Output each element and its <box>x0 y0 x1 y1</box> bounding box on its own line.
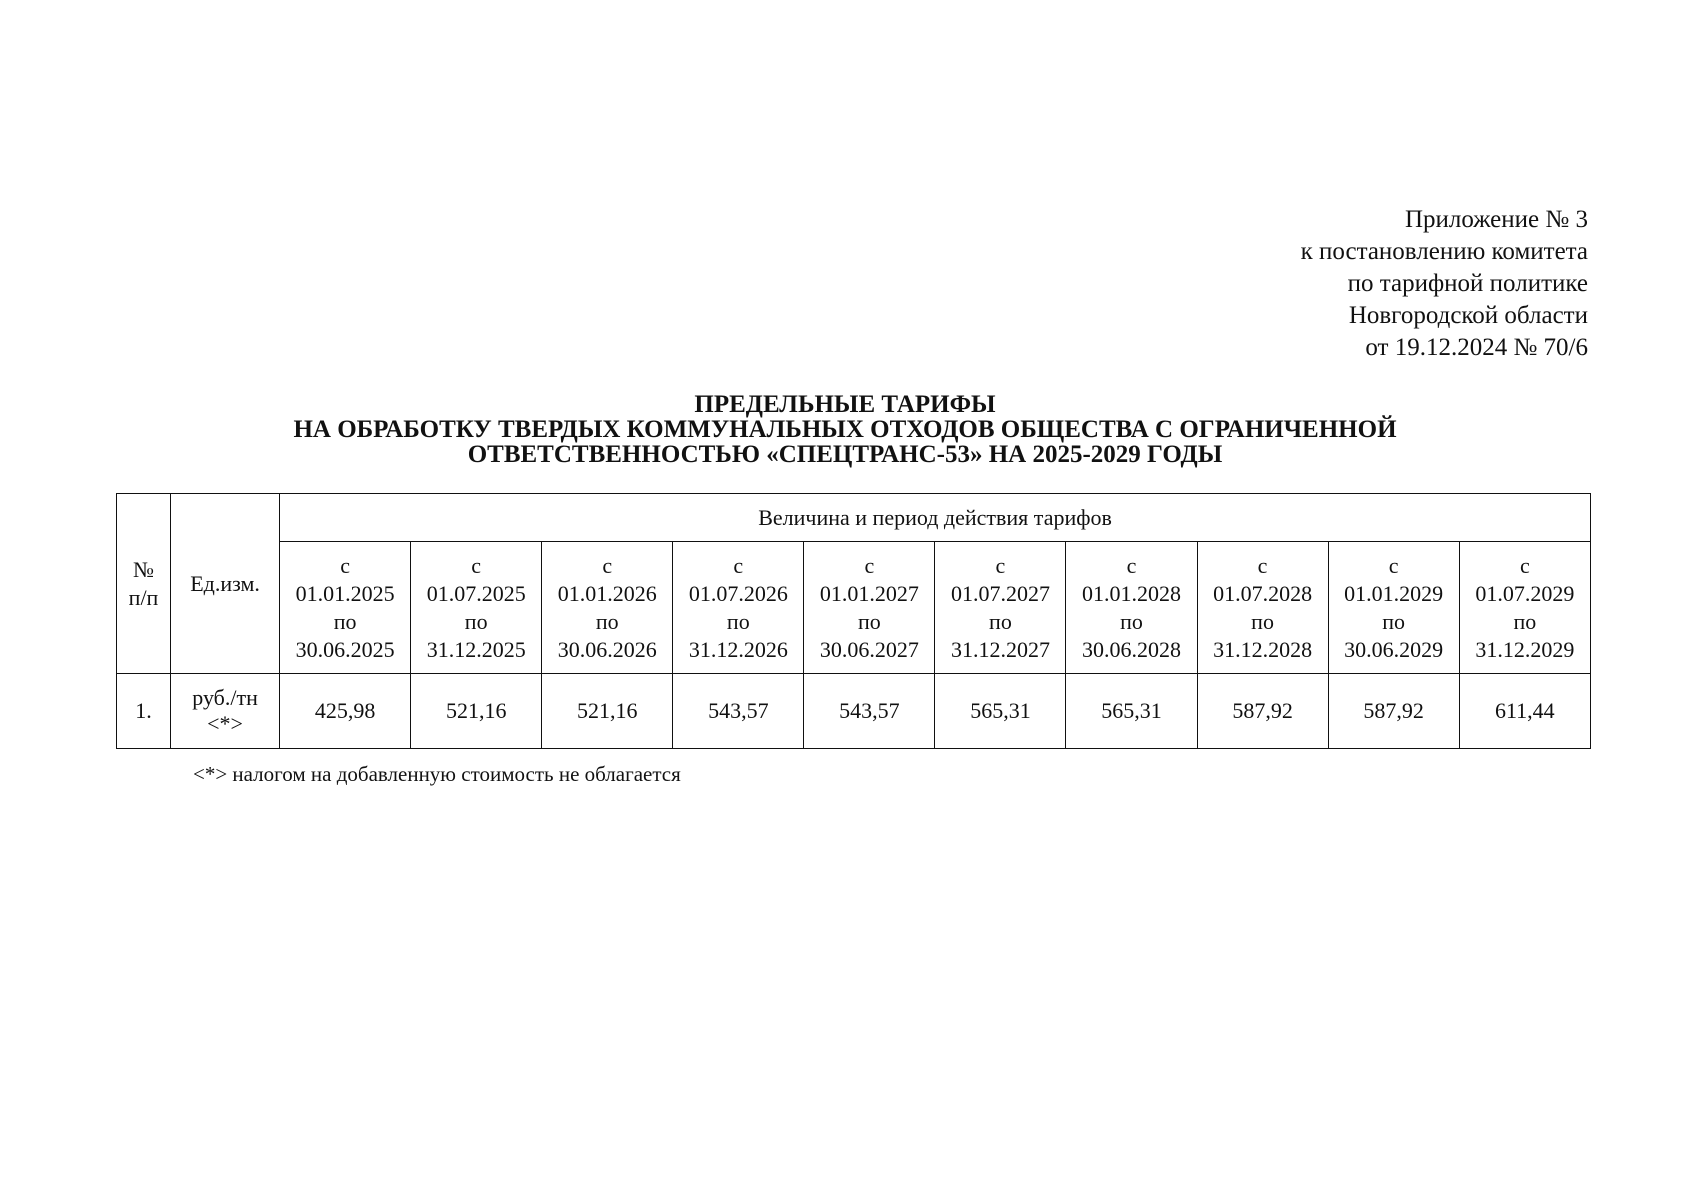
header-unit-label: Ед.изм. <box>190 570 260 596</box>
tariff-value-cell <box>935 674 1066 749</box>
period-to-word: по <box>1382 608 1406 634</box>
appendix-line: Приложение № 3 <box>1404 206 1588 233</box>
period-header-cell <box>804 542 935 674</box>
period-header-cell <box>280 542 411 674</box>
period-from-word: с <box>471 552 482 578</box>
period-from-word: с <box>864 552 875 578</box>
appendix-line: к постановлению комитета <box>1300 238 1588 265</box>
row-number: 1. <box>135 698 152 723</box>
period-header-cell <box>1197 542 1328 674</box>
period-from: 01.01.2028 <box>1082 580 1181 606</box>
appendix-block <box>1301 204 1588 364</box>
tariff-value: 587,92 <box>1363 698 1424 723</box>
header-number-symbol: № <box>133 556 155 582</box>
tariff-value: 565,31 <box>1101 698 1162 723</box>
footnote: <*> налогом на добавленную стоимость не облагается <box>193 762 681 786</box>
period-header-cell <box>411 542 542 674</box>
period-from: 01.01.2026 <box>557 580 657 606</box>
period-from: 01.01.2025 <box>295 580 395 606</box>
tariff-value: 587,92 <box>1232 698 1293 723</box>
tariff-value-cell <box>411 674 542 749</box>
row-unit-cell <box>171 674 280 749</box>
period-to-word: по <box>333 608 357 634</box>
period-from-word: с <box>995 552 1006 578</box>
period-to-word: по <box>989 608 1012 634</box>
tariff-value-cell <box>804 674 935 749</box>
header-group-label: Величина и период действия тарифов <box>758 504 1112 530</box>
header-number-cell <box>117 494 171 674</box>
period-from: 01.07.2025 <box>426 580 526 606</box>
period-from-word: с <box>1126 552 1137 578</box>
header-group-cell <box>280 494 1591 542</box>
row-unit-footnote-mark: <*> <box>207 711 243 736</box>
period-to: 31.12.2025 <box>426 636 526 662</box>
period-to-word: по <box>726 608 750 634</box>
tariff-value: 521,16 <box>577 698 638 723</box>
period-to: 30.06.2029 <box>1344 636 1444 662</box>
period-to: 30.06.2028 <box>1082 636 1181 662</box>
period-to-word: по <box>1513 608 1537 634</box>
period-header-cell <box>935 542 1066 674</box>
period-to: 30.06.2026 <box>557 636 657 662</box>
row-unit: руб./тн <box>192 685 258 710</box>
title-line: НА ОБРАБОТКУ ТВЕРДЫХ КОММУНАЛЬНЫХ ОТХОДОВ ОБЩЕСТВА С ОГРАНИЧЕННОЙ <box>293 416 1397 443</box>
period-header-cell <box>673 542 804 674</box>
period-to: 31.12.2028 <box>1213 636 1313 662</box>
tariff-value: 425,98 <box>314 698 376 723</box>
tariff-value: 543,57 <box>708 698 769 723</box>
appendix-line: от 19.12.2024 № 70/6 <box>1365 334 1588 361</box>
header-unit-cell <box>171 494 280 674</box>
period-to-word: по <box>1120 608 1143 634</box>
period-from: 01.07.2026 <box>688 580 788 606</box>
period-to: 30.06.2025 <box>295 636 395 662</box>
row-number-cell <box>117 674 171 749</box>
tariff-value: 543,57 <box>839 698 900 723</box>
title-line: ОТВЕТСТВЕННОСТЬЮ «СПЕЦТРАНС-53» НА 2025-2029 ГОДЫ <box>467 441 1223 468</box>
table-header-row <box>117 494 1591 542</box>
tariff-value-cell <box>1066 674 1197 749</box>
header-number-label: п/п <box>128 584 159 610</box>
period-header-cell <box>542 542 673 674</box>
period-from-word: с <box>340 552 350 578</box>
tariff-table <box>116 493 1591 749</box>
title-line: ПРЕДЕЛЬНЫЕ ТАРИФЫ <box>694 391 996 418</box>
period-to-word: по <box>857 608 881 634</box>
appendix-line: по тарифной политике <box>1347 270 1588 297</box>
period-to: 31.12.2026 <box>688 636 788 662</box>
period-from: 01.07.2028 <box>1213 580 1313 606</box>
tariff-value-cell <box>673 674 804 749</box>
period-to: 30.06.2027 <box>819 636 919 662</box>
period-header-cell <box>1066 542 1197 674</box>
tariff-value: 611,44 <box>1494 698 1555 723</box>
period-from: 01.01.2027 <box>819 580 919 606</box>
period-header-row <box>117 542 1591 674</box>
tariff-value-cell <box>1328 674 1459 749</box>
tariff-value-cell <box>1197 674 1328 749</box>
period-to-word: по <box>1251 608 1274 634</box>
period-header-cell <box>1459 542 1590 674</box>
tariff-value-cell <box>1459 674 1590 749</box>
table-row <box>117 674 1591 749</box>
period-to: 31.12.2029 <box>1475 636 1575 662</box>
period-from: 01.01.2029 <box>1344 580 1444 606</box>
period-from-word: с <box>1257 552 1268 578</box>
period-header-cell <box>1328 542 1459 674</box>
period-to-word: по <box>464 608 488 634</box>
period-from-word: с <box>733 552 744 578</box>
document-title <box>0 392 1690 467</box>
appendix-line: Новгородской области <box>1348 302 1588 329</box>
period-from: 01.07.2027 <box>950 580 1050 606</box>
tariff-value: 521,16 <box>445 698 507 723</box>
period-from-word: с <box>1519 552 1530 578</box>
period-from-word: с <box>1388 552 1399 578</box>
period-to: 31.12.2027 <box>950 636 1050 662</box>
period-to-word: по <box>595 608 619 634</box>
period-from: 01.07.2029 <box>1475 580 1575 606</box>
tariff-value-cell <box>280 674 411 749</box>
tariff-value-cell <box>542 674 673 749</box>
tariff-value: 565,31 <box>970 698 1031 723</box>
period-from-word: с <box>602 552 613 578</box>
